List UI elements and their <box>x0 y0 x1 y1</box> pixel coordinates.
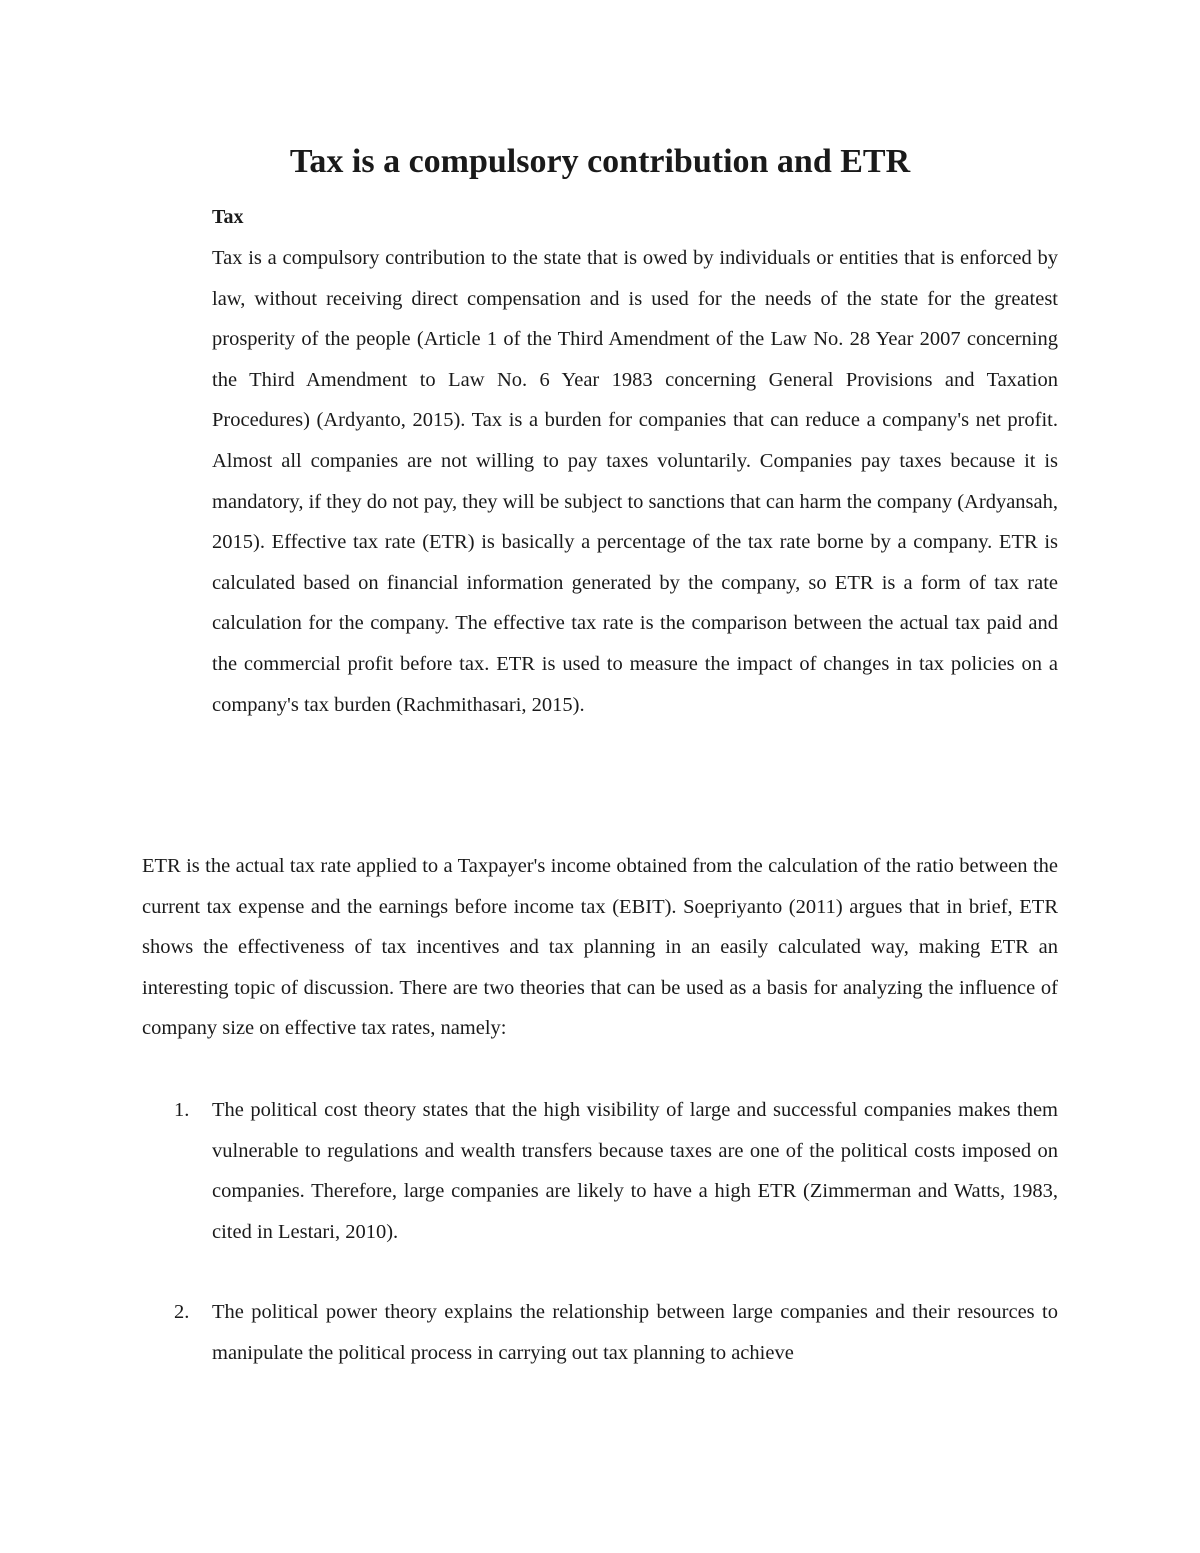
section-heading-tax: Tax <box>212 206 244 228</box>
list-item-text: The political cost theory states that the high visibility of large and successful companies makes them vulnerable to regulations and wealth transfers because taxes are one of the political costs imposed on companies. Therefore, large companies are likely to have a high ETR (Zimmerman and Watts, 1983, cited in Lestari, 2010). <box>212 1099 1058 1243</box>
list-item-number: 2. <box>174 1301 190 1324</box>
document-title: Tax is a compulsory contribution and ETR <box>289 143 911 180</box>
list-item-political-cost-theory <box>142 1090 1058 1252</box>
paragraph-tax-definition: Tax is a compulsory contribution to the state that is owed by individuals or entities that is enforced by law, without receiving direct compensation and is used for the needs of the state for the greatest prosperity of the people (Article 1 of the Third Amendment of the Law No. 28 Year 2007 concerning the Third Amendment to Law No. 6 Year 1983 concerning General Provisions and Taxation Procedures) (Ardyanto, 2015). Tax is a burden for companies that can reduce a company's net profit. Almost all companies are not willing to pay taxes voluntarily. Companies pay taxes because it is mandatory, if they do not pay, they will be subject to sanctions that can harm the company (Ardyansah, 2015). Effective tax rate (ETR) is basically a percentage of the tax rate borne by a company. ETR is calculated based on financial information generated by the company, so ETR is a form of tax rate calculation for the company. The effective tax rate is the comparison between the actual tax paid and the commercial profit before tax. ETR is used to measure the impact of changes in tax policies on a company's tax burden (Rachmithasari, 2015). <box>212 247 1058 716</box>
list-item-number: 1. <box>174 1099 190 1121</box>
list-item-text: The political power theory explains the relationship between large companies and their resources to manipulate the political process in carrying out tax planning to achieve <box>212 1301 1058 1364</box>
theories-list <box>142 1090 1058 1414</box>
paragraph-etr-definition: ETR is the actual tax rate applied to a Taxpayer's income obtained from the calculation of the ratio between the current tax expense and the earnings before income tax (EBIT). Soepriyanto (2011) argues that in brief, ETR shows the effectiveness of tax incentives and tax planning in an easily calculated way, making ETR an interesting topic of discussion. There are two theories that can be used as a basis for analyzing the influence of company size on effective tax rates, namely: <box>142 855 1058 1040</box>
list-item-political-power-theory <box>142 1292 1058 1373</box>
